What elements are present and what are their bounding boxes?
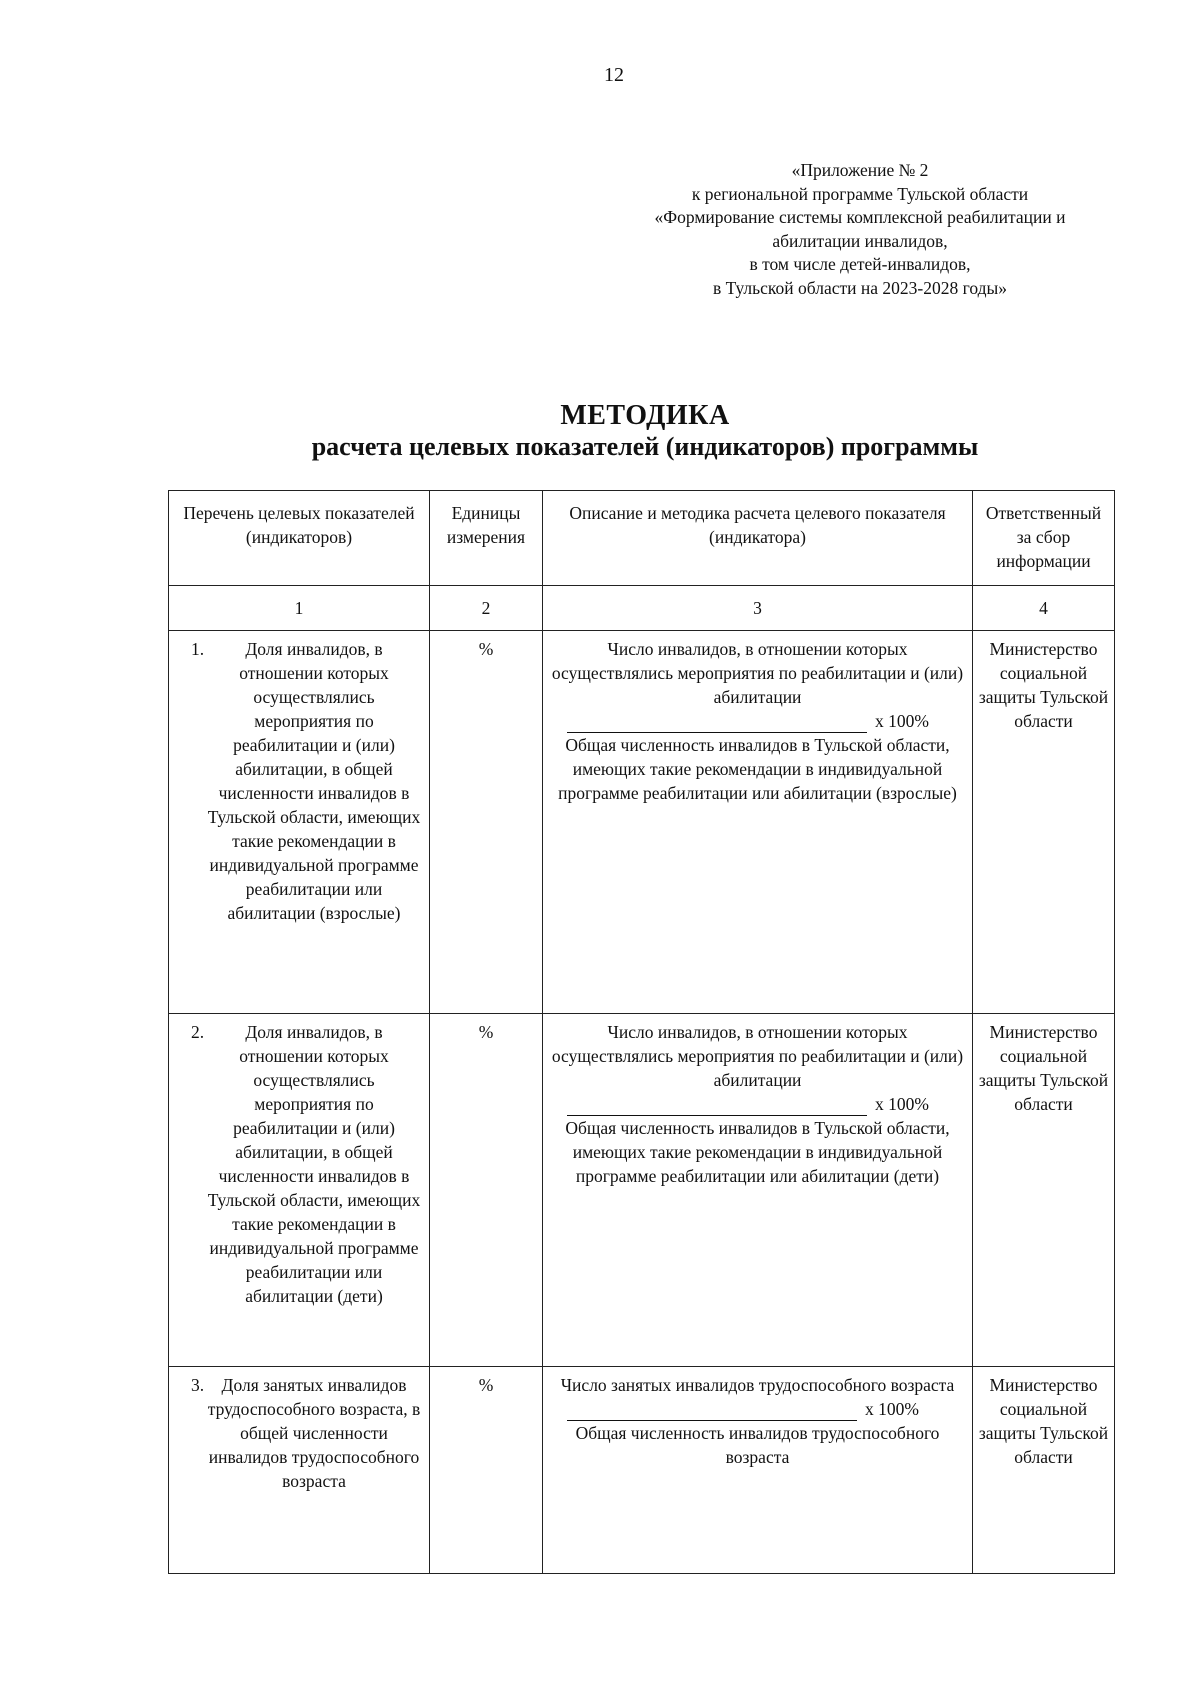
column-number: 4 [973,586,1115,631]
appendix-line: к региональной программе Тульской области [691,183,1029,204]
method-cell [543,631,973,1014]
formula-multiplier: x 100% [865,1399,919,1419]
indicator-text: Доля занятых инвалидов трудоспособного возраста, в общей численности инвалидов трудоспособного возраста [207,1375,421,1491]
appendix-line: абилитации инвалидов, [772,230,948,251]
responsible-cell: Министерство социальной защиты Тульской области [973,631,1115,1014]
responsible-cell: Министерство социальной защиты Тульской области [973,1014,1115,1367]
column-header-units: Единицы измерения [430,491,543,586]
fraction-line [547,1397,968,1421]
row-number: 3. [191,1375,205,1395]
indicator-text: Доля инвалидов, в отношении которых осуществлялись мероприятия по реабилитации и (или) абилитации, в общей численности инвалидов в Тульской области, имеющих такие рекомендации в индивидуальной программе реабилитации или абилитации (дети) [207,1022,421,1306]
appendix-reference [610,159,1110,300]
row-number: 1. [191,639,205,659]
formula-numerator: Число инвалидов, в отношении которых осуществлялись мероприятия по реабилитации и (или) абилитации [551,1022,964,1090]
formula-numerator: Число инвалидов, в отношении которых осуществлялись мероприятия по реабилитации и (или) абилитации [551,639,964,707]
document-title: МЕТОДИКА [560,400,730,431]
fraction-rule [567,714,867,733]
column-number-row [169,586,1115,631]
responsible-cell: Министерство социальной защиты Тульской области [973,1367,1115,1574]
column-number: 3 [543,586,973,631]
column-number: 1 [169,586,430,631]
indicator-cell [169,1014,430,1367]
fraction-line [547,709,968,733]
indicator-cell [169,1367,430,1574]
appendix-line: в Тульской области на 2023-2028 годы» [712,277,1007,298]
page-number: 12 [604,64,624,86]
table-header-row [169,491,1115,586]
unit-cell: % [430,1014,543,1367]
indicator-cell [169,631,430,1014]
row-number: 2. [191,1022,205,1042]
fraction-rule [567,1097,867,1116]
appendix-line: в том числе детей-инвалидов, [749,254,971,274]
fraction-rule [567,1402,857,1421]
table-row [169,631,1115,1014]
unit-cell: % [430,631,543,1014]
column-header-method: Описание и методика расчета целевого показателя (индикатора) [543,491,973,586]
table-row [169,1367,1115,1574]
indicator-text: Доля инвалидов, в отношении которых осуществлялись мероприятия по реабилитации и (или) абилитации, в общей численности инвалидов в Тульской области, имеющих такие рекомендации в индивидуальной программе реабилитации или абилитации (взрослые) [207,639,421,923]
appendix-line: «Формирование системы комплексной реабилитации и [654,207,1066,227]
formula-denominator: Общая численность инвалидов в Тульской области, имеющих такие рекомендации в индивидуальной программе реабилитации или абилитации (взрослые) [558,735,957,803]
formula-numerator: Число занятых инвалидов трудоспособного возраста [560,1375,955,1395]
column-header-indicators: Перечень целевых показателей (индикаторов) [169,491,430,586]
appendix-line: «Приложение № 2 [791,160,929,180]
formula-multiplier: x 100% [875,1094,929,1114]
document-subtitle: расчета целевых показателей (индикаторов) программы [311,432,979,461]
column-number: 2 [430,586,543,631]
table-row [169,1014,1115,1367]
column-header-responsible: Ответственный за сбор информации [973,491,1115,586]
formula-denominator: Общая численность инвалидов трудоспособного возраста [575,1423,940,1467]
method-cell [543,1367,973,1574]
formula-multiplier: x 100% [875,711,929,731]
unit-cell: % [430,1367,543,1574]
formula-denominator: Общая численность инвалидов в Тульской области, имеющих такие рекомендации в индивидуальной программе реабилитации или абилитации (дети) [565,1118,950,1186]
method-cell [543,1014,973,1367]
fraction-line [547,1092,968,1116]
indicators-table [168,490,1115,1574]
